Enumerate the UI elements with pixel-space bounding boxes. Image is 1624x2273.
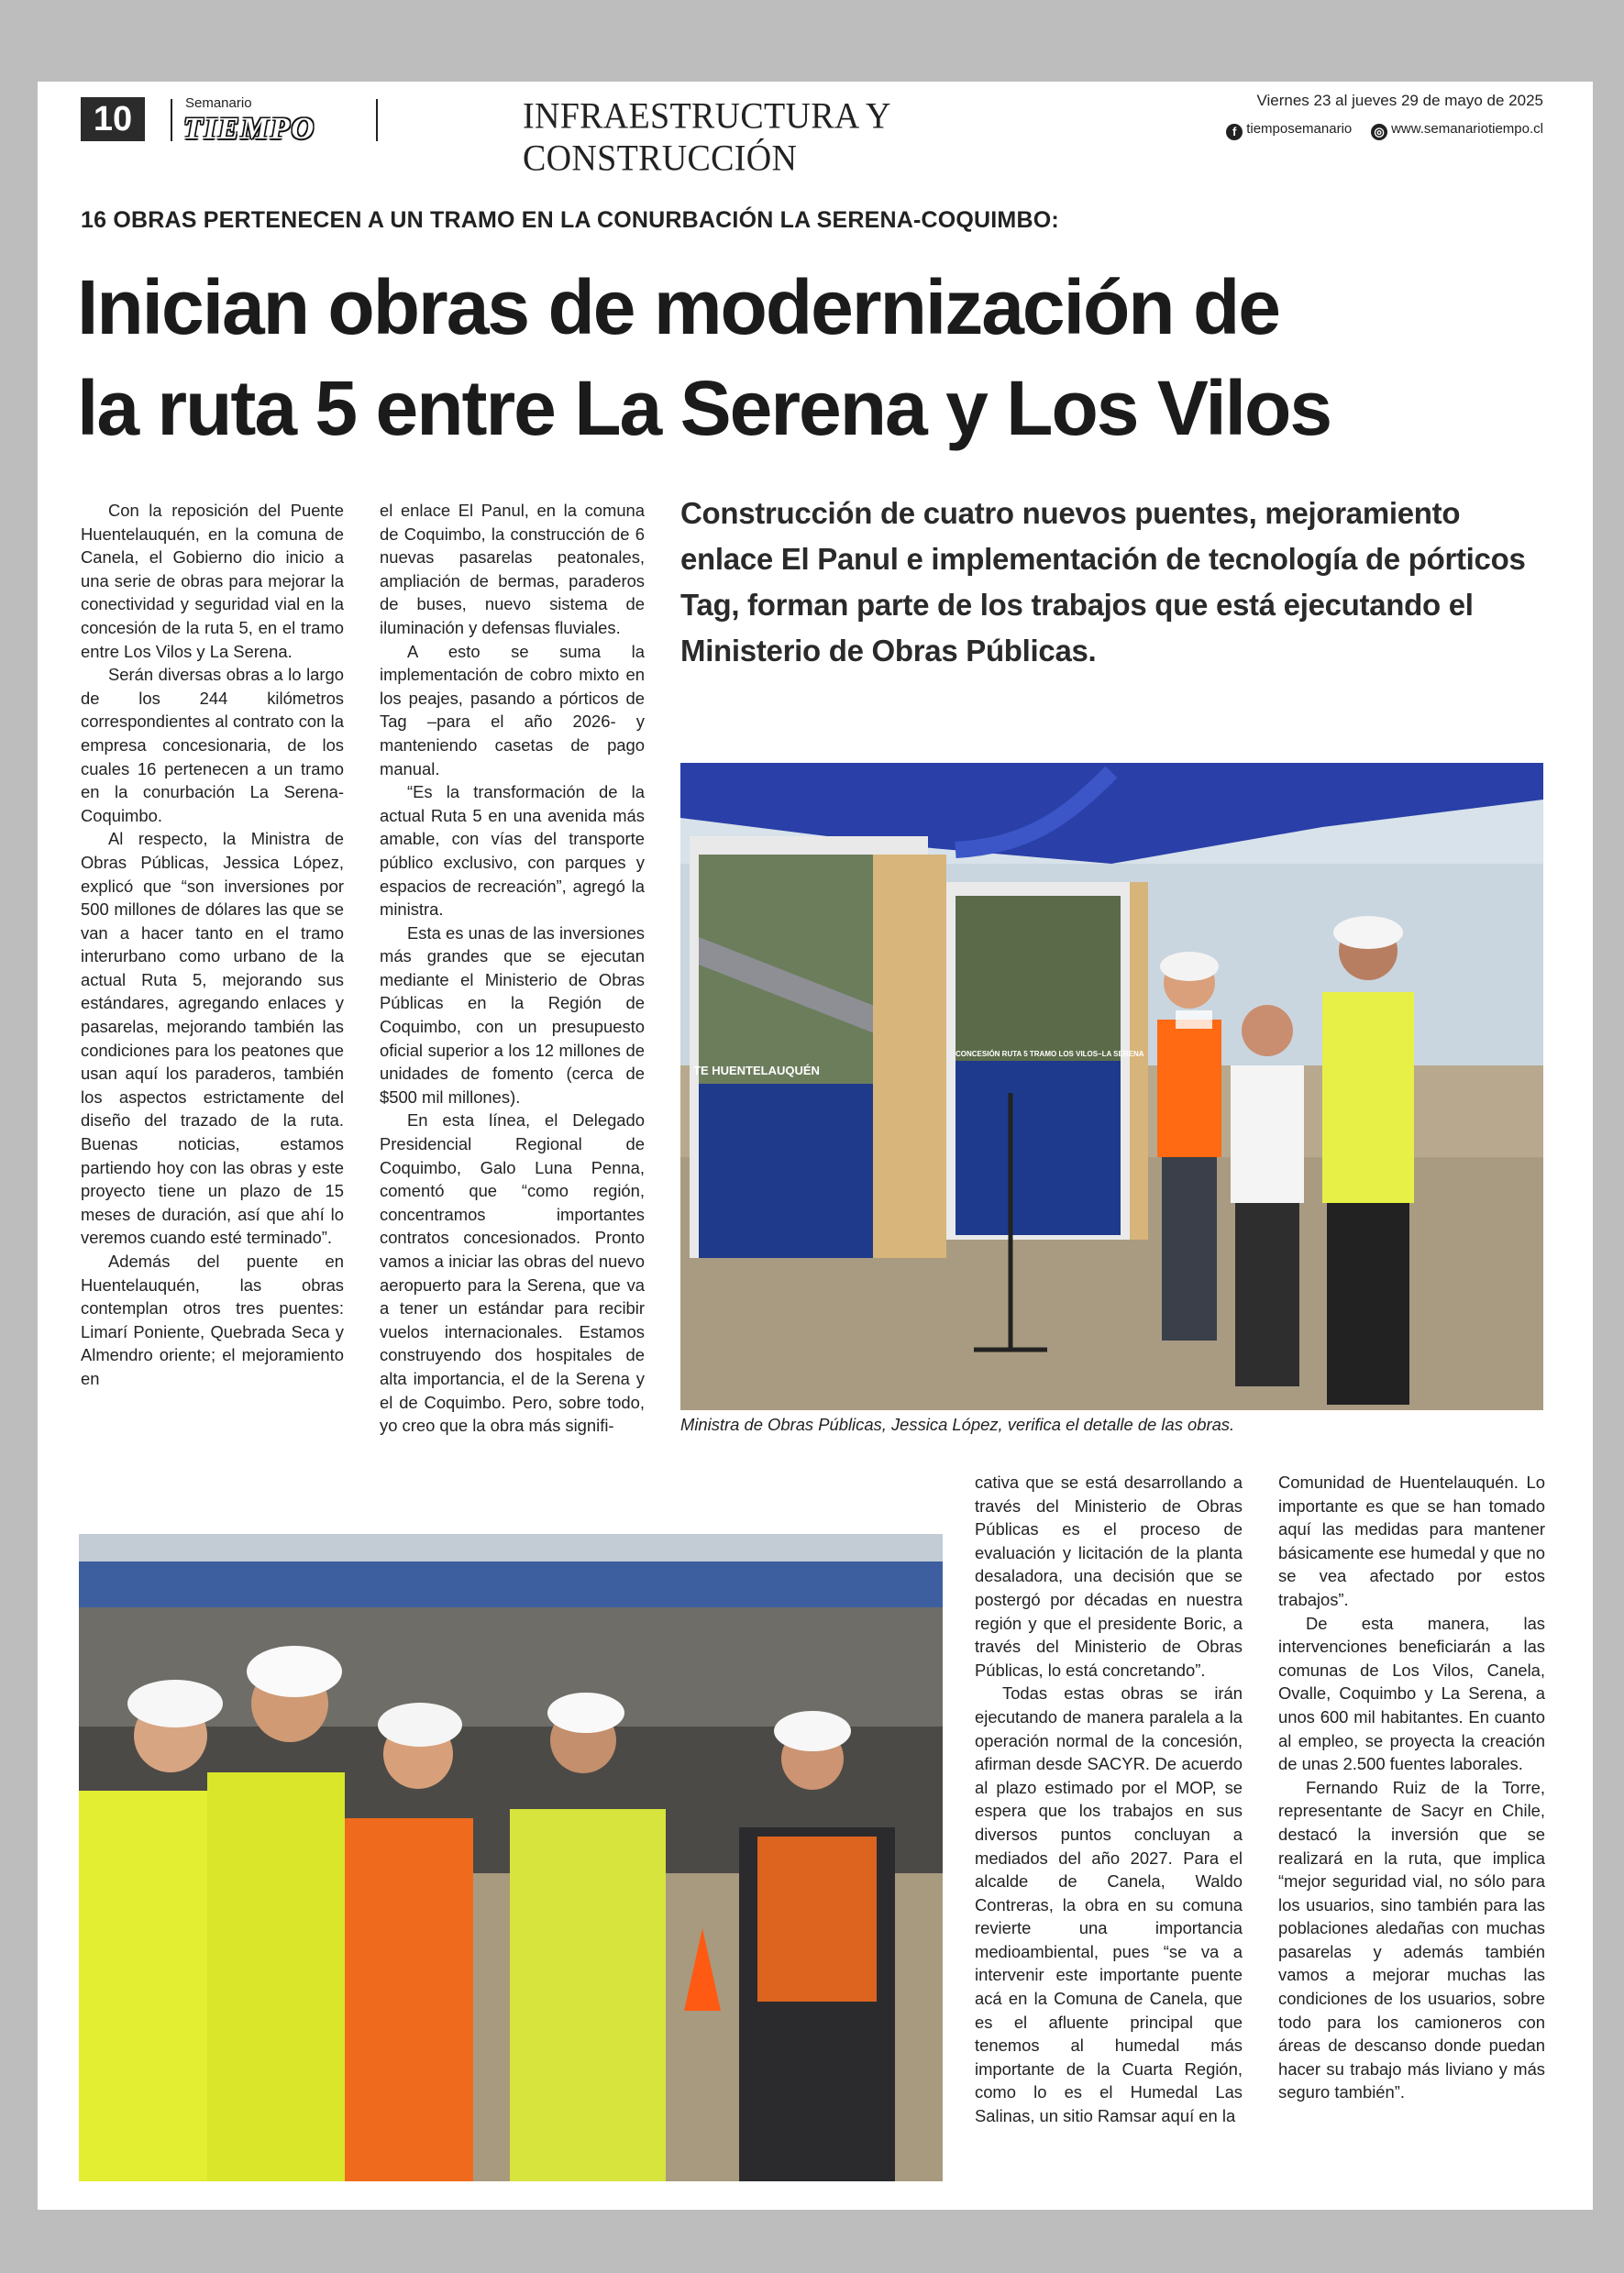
- article-kicker: 16 OBRAS PERTENECEN A UN TRAMO EN LA CONURBACIÓN LA SERENA-COQUIMBO:: [81, 207, 1059, 233]
- headline-line-1: Inician obras de modernización de: [77, 264, 1279, 350]
- paragraph: Además del puente en Huentelauquén, las obras contemplan otros tres puentes: Limarí Poniente, Quebrada Seca y Almendro oriente; el mejoramiento en: [81, 1252, 344, 1388]
- website-link[interactable]: www.semanariotiempo.cl: [1391, 121, 1543, 137]
- paragraph: Con la reposición del Puente Huentelauquén, en la comuna de Canela, el Gobierno dio inicio a una serie de obras para mejorar la conectividad y seguridad vial en la concesión de la ruta 5, en el tramo entre Los Vilos y La Serena.: [81, 501, 344, 661]
- issue-date: Viernes 23 al jueves 29 de mayo de 2025: [1256, 92, 1543, 109]
- globe-icon: ◎: [1371, 124, 1387, 140]
- social-links: [1213, 121, 1543, 140]
- paragraph: Serán diversas obras a lo largo de los 244 kilómetros correspondientes al contrato con la empresa concesionaria, de los cuales 16 pertenecen a un tramo en la conurbación La Serena-Coquimbo.: [81, 665, 344, 825]
- paragraph: Esta es unas de las inversiones más grandes que se ejecutan mediante el Ministerio de Obras Públicas en la Región de Coquimbo, con un presupuesto oficial superior a los 12 millones de unidades de fomento (cerca de $500 mil millones).: [380, 922, 645, 1107]
- photo-sign-text: TE HUENTELAUQUÉN: [693, 1064, 820, 1077]
- photo-caption: Ministra de Obras Públicas, Jessica López, verifica el detalle de las obras.: [680, 1415, 1235, 1434]
- facebook-icon: f: [1226, 124, 1243, 140]
- paragraph: Comunidad de Huentelauquén. Lo importante es que se han tomado aquí las medidas para mantener básicamente ese humedal y que no se vea afectado por estos trabajos”.: [1278, 1473, 1545, 1609]
- photo-sign-text-2: CONCESIÓN RUTA 5 TRAMO LOS VILOS–LA SERENA: [956, 1050, 1144, 1058]
- headline-line-2: la ruta 5 entre La Serena y Los Vilos: [77, 365, 1331, 451]
- photo-officials-group: [79, 1534, 943, 2181]
- paragraph: Fernando Ruiz de la Torre, representante de Sacyr en Chile, destacó la inversión que se realizará en la ruta, que implica “mejor seguridad vial, no sólo para los usuarios, sino también para las poblaciones aledañas con muchas pasarelas y además también vamos a mejorar muchas las condiciones de los usuarios, sobre todo para los camioneros con áreas de descanso donde puedan hacer su trabajo más liviano y más seguro también”.: [1278, 1777, 1545, 2102]
- paragraph: A esto se suma la implementación de cobro mixto en los peajes, pasando a pórticos de Tag –para el año 2026- y manteniendo casetas de pago manual.: [380, 641, 645, 778]
- article-headline: [77, 257, 1453, 458]
- paragraph: el enlace El Panul, en la comuna de Coquimbo, la construcción de 6 nuevas pasarelas peatonales, ampliación de bermas, paraderos de buses, nuevo sistema de iluminación y defensas fluviales.: [380, 501, 645, 637]
- masthead-title: TIEMPO: [183, 112, 316, 146]
- text-column-3: [975, 1471, 1243, 2128]
- paragraph: Todas estas obras se irán ejecutando de manera paralela a la operación normal de la concesión, afirman desde SACYR. De acuerdo al plazo estimado por el MOP, se espera que los trabajos en sus diversos puntos concluyan a mediados del año 2027. Para el alcalde de Canela, Waldo Contreras, la obra en su comuna revierte una importancia medioambiental, pues “se va a intervenir este importante puente acá en la Comuna de Canela, que es el afluente principal que tenemos al humedal más importante de la Cuarta Región, como lo es el Humedal Las Salinas, un sitio Ramsar aquí en la: [975, 1683, 1243, 2126]
- masthead-small: Semanario: [185, 95, 252, 111]
- article-standfirst: Construcción de cuatro nuevos puentes, mejoramiento enlace El Panul e implementación de tecnología de pórticos Tag, forman parte de los trabajos que está ejecutando el Ministerio de Obras Públicas.: [680, 496, 1526, 668]
- paragraph: En esta línea, el Delegado Presidencial Regional de Coquimbo, Galo Luna Penna, comentó que “como región, concentramos importantes contratos concesionados. Pronto vamos a iniciar las obras del nuevo aeropuerto para la Serena, que va a tener un estándar para recibir vuelos internacionales. Estamos construyendo dos hospitales de alta importancia, el de la Serena y el de Coquimbo. Pero, sobre todo, yo creo que la obra más signifi-: [380, 1110, 645, 1436]
- paragraph: Al respecto, la Ministra de Obras Públicas, Jessica López, explicó que “son inversiones por 500 millones de dólares las que se van a hacer tanto en el tramo interurbano como urbano de la actual Ruta 5, mejorando sus estándares, agregando enlaces y pasarelas, mejorando también las condiciones para los peatones que usan aquí los paraderos, también los aspectos estrictamente del diseño del trazado de la ruta. Buenas noticias, estamos partiendo hoy con las obras y este proyecto tiene un plazo de 15 meses de duración, así que ahí lo veremos cuando esté terminado”.: [81, 829, 344, 1248]
- paragraph: De esta manera, las intervenciones beneficiarán a las comunas de Los Vilos, Canela, Ovalle, Coquimbo y La Serena, a unos 600 mil habitantes. En cuanto al empleo, se proyecta la creación de unas 2.500 fuentes laborales.: [1278, 1613, 1545, 1774]
- header-divider: [376, 99, 378, 141]
- paragraph: “Es la transformación de la actual Ruta 5 en una avenida más amable, con vías del transporte público exclusivo, con parques y espacios de recreación”, agregó la ministra.: [380, 782, 645, 920]
- masthead-logo: [183, 95, 376, 145]
- photo-minister-inspection: [680, 763, 1543, 1410]
- text-column-2: [380, 499, 645, 1438]
- section-title: INFRAESTRUCTURA Y CONSTRUCCIÓN: [523, 95, 890, 180]
- text-column-1: [81, 499, 344, 1391]
- paragraph: cativa que se está desarrollando a través del Ministerio de Obras Públicas es el proceso de evaluación y licitación de la planta desaladora, una decisión que se postergó por décadas en nuestra región y que el presidente Boric, a través del Ministerio de Obras Públicas, lo está concretando”.: [975, 1473, 1243, 1680]
- page-number: 10: [81, 97, 145, 141]
- header-divider: [171, 99, 172, 141]
- header-meta: [1213, 92, 1543, 140]
- text-column-4: [1278, 1471, 1545, 2104]
- facebook-handle[interactable]: tiemposemanario: [1246, 121, 1353, 137]
